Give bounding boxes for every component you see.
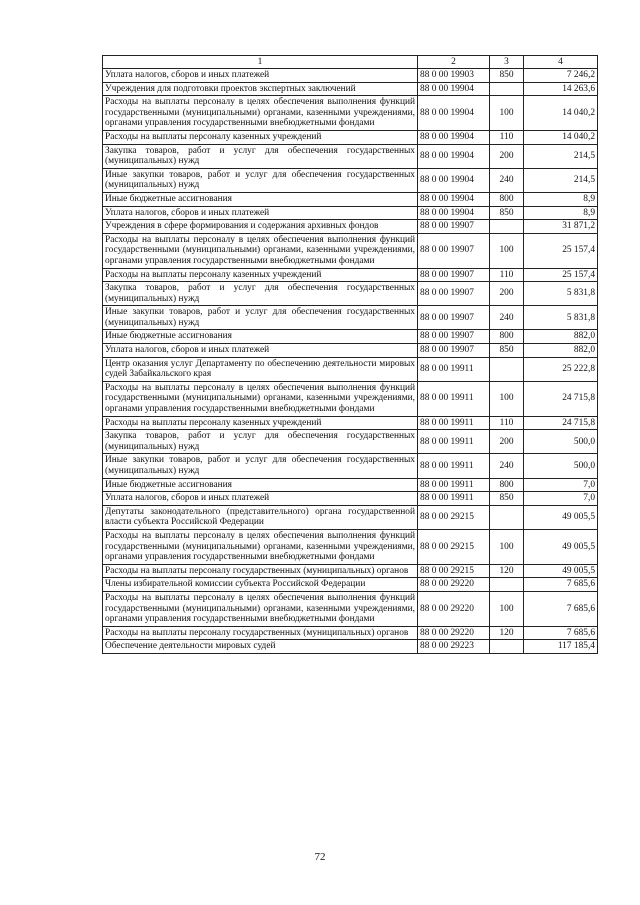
row-sum-cell: 14 040,2: [524, 130, 598, 144]
row-sum-cell: 8,9: [524, 192, 598, 206]
table-row: [103, 82, 598, 96]
row-code-cell: 88 0 00 19911: [418, 416, 490, 430]
row-name-cell: Уплата налогов, сборов и иных платежей: [103, 344, 418, 358]
row-expense-type-cell: 110: [490, 416, 524, 430]
row-expense-type-cell: 100: [490, 529, 524, 564]
row-name-cell: Центр оказания услуг Департаменту по обеспечению деятельности мировых судей Забайкальского края: [103, 357, 418, 381]
row-name-cell: Закупка товаров, работ и услуг для обеспечения государственных (муниципальных) нужд: [103, 282, 418, 306]
table-row: [103, 430, 598, 454]
row-code-cell: 88 0 00 29220: [418, 626, 490, 640]
row-sum-cell: 7 246,2: [524, 69, 598, 83]
table-header: [103, 56, 598, 69]
row-name-cell: Расходы на выплаты персоналу казенных учреждений: [103, 268, 418, 282]
row-expense-type-cell: 110: [490, 130, 524, 144]
row-code-cell: 88 0 00 19904: [418, 144, 490, 168]
row-sum-cell: 8,9: [524, 206, 598, 220]
row-name-cell: Учреждения в сфере формирования и содержания архивных фондов: [103, 220, 418, 234]
table-row: [103, 492, 598, 506]
row-name-cell: Иные закупки товаров, работ и услуг для обеспечения государственных (муниципальных) нужд: [103, 454, 418, 478]
row-expense-type-cell: 100: [490, 233, 524, 268]
table-row: [103, 626, 598, 640]
page-number: 72: [314, 851, 326, 863]
table-row: [103, 357, 598, 381]
row-expense-type-cell: 200: [490, 144, 524, 168]
row-sum-cell: 14 040,2: [524, 96, 598, 131]
row-code-cell: 88 0 00 19904: [418, 82, 490, 96]
row-expense-type-cell: [490, 505, 524, 529]
row-sum-cell: 500,0: [524, 430, 598, 454]
row-name-cell: Учреждения для подготовки проектов экспертных заключений: [103, 82, 418, 96]
row-sum-cell: 49 005,5: [524, 505, 598, 529]
row-code-cell: 88 0 00 19911: [418, 357, 490, 381]
table-row: [103, 478, 598, 492]
table-row: [103, 192, 598, 206]
row-code-cell: 88 0 00 29215: [418, 564, 490, 578]
row-sum-cell: 214,5: [524, 168, 598, 192]
table-row: [103, 416, 598, 430]
row-code-cell: 88 0 00 19911: [418, 454, 490, 478]
row-expense-type-cell: 200: [490, 430, 524, 454]
table-row: [103, 640, 598, 654]
row-sum-cell: 117 185,4: [524, 640, 598, 654]
table-row: [103, 564, 598, 578]
row-code-cell: 88 0 00 19904: [418, 168, 490, 192]
row-sum-cell: 24 715,8: [524, 381, 598, 416]
row-code-cell: 88 0 00 19907: [418, 268, 490, 282]
row-code-cell: 88 0 00 29215: [418, 505, 490, 529]
row-sum-cell: 214,5: [524, 144, 598, 168]
header-col-4: 4: [524, 56, 598, 69]
row-name-cell: Расходы на выплаты персоналу в целях обеспечения выполнения функций государственными (муниципальными) органами, казенными учреждениями, органами управления государственными внебюджетными фондами: [103, 96, 418, 131]
row-code-cell: 88 0 00 19911: [418, 478, 490, 492]
budget-table: [102, 55, 598, 654]
header-col-1: 1: [103, 56, 418, 69]
row-code-cell: 88 0 00 19911: [418, 492, 490, 506]
row-name-cell: Иные бюджетные ассигнования: [103, 330, 418, 344]
row-expense-type-cell: 850: [490, 206, 524, 220]
row-sum-cell: 7 685,6: [524, 626, 598, 640]
row-expense-type-cell: 800: [490, 478, 524, 492]
row-expense-type-cell: 240: [490, 168, 524, 192]
table-row: [103, 578, 598, 592]
row-name-cell: Закупка товаров, работ и услуг для обеспечения государственных (муниципальных) нужд: [103, 430, 418, 454]
table-row: [103, 381, 598, 416]
row-code-cell: 88 0 00 19903: [418, 69, 490, 83]
row-code-cell: 88 0 00 19904: [418, 206, 490, 220]
row-code-cell: 88 0 00 19907: [418, 233, 490, 268]
row-name-cell: Уплата налогов, сборов и иных платежей: [103, 206, 418, 220]
row-name-cell: Обеспечение деятельности мировых судей: [103, 640, 418, 654]
table-row: [103, 168, 598, 192]
row-name-cell: Иные бюджетные ассигнования: [103, 192, 418, 206]
row-code-cell: 88 0 00 19907: [418, 306, 490, 330]
table-row: [103, 96, 598, 131]
table-row: [103, 529, 598, 564]
table-row: [103, 591, 598, 626]
row-code-cell: 88 0 00 19907: [418, 344, 490, 358]
row-expense-type-cell: 100: [490, 96, 524, 131]
row-expense-type-cell: 100: [490, 381, 524, 416]
table-row: [103, 144, 598, 168]
row-name-cell: Расходы на выплаты персоналу казенных учреждений: [103, 416, 418, 430]
table-row: [103, 220, 598, 234]
row-code-cell: 88 0 00 19907: [418, 282, 490, 306]
row-name-cell: Уплата налогов, сборов и иных платежей: [103, 492, 418, 506]
row-sum-cell: 25 157,4: [524, 268, 598, 282]
row-name-cell: Расходы на выплаты персоналу в целях обеспечения выполнения функций государственными (муниципальными) органами, казенными учреждениями, органами управления государственными внебюджетными фондами: [103, 233, 418, 268]
row-expense-type-cell: 120: [490, 564, 524, 578]
row-sum-cell: 882,0: [524, 344, 598, 358]
row-code-cell: 88 0 00 19907: [418, 330, 490, 344]
row-name-cell: Расходы на выплаты персоналу государственных (муниципальных) органов: [103, 626, 418, 640]
row-sum-cell: 5 831,8: [524, 306, 598, 330]
row-expense-type-cell: 850: [490, 344, 524, 358]
row-name-cell: Расходы на выплаты персоналу казенных учреждений: [103, 130, 418, 144]
row-sum-cell: 7,0: [524, 478, 598, 492]
table-row: [103, 330, 598, 344]
row-sum-cell: 882,0: [524, 330, 598, 344]
row-sum-cell: 7 685,6: [524, 591, 598, 626]
row-code-cell: 88 0 00 29220: [418, 591, 490, 626]
table-row: [103, 206, 598, 220]
header-col-2: 2: [418, 56, 490, 69]
row-name-cell: Расходы на выплаты персоналу в целях обеспечения выполнения функций государственными (муниципальными) органами, казенными учреждениями, органами управления государственными внебюджетными фондами: [103, 381, 418, 416]
table-body: [103, 69, 598, 654]
row-name-cell: Закупка товаров, работ и услуг для обеспечения государственных (муниципальных) нужд: [103, 144, 418, 168]
row-sum-cell: 24 715,8: [524, 416, 598, 430]
row-expense-type-cell: 240: [490, 454, 524, 478]
row-code-cell: 88 0 00 19907: [418, 220, 490, 234]
table-row: [103, 306, 598, 330]
row-expense-type-cell: 100: [490, 591, 524, 626]
row-name-cell: Члены избирательной комиссии субъекта Российской Федерации: [103, 578, 418, 592]
row-sum-cell: 5 831,8: [524, 282, 598, 306]
row-sum-cell: 31 871,2: [524, 220, 598, 234]
row-name-cell: Расходы на выплаты персоналу государственных (муниципальных) органов: [103, 564, 418, 578]
row-sum-cell: 25 157,4: [524, 233, 598, 268]
header-col-3: 3: [490, 56, 524, 69]
row-expense-type-cell: 850: [490, 69, 524, 83]
row-code-cell: 88 0 00 19911: [418, 430, 490, 454]
table-row: [103, 268, 598, 282]
row-code-cell: 88 0 00 29220: [418, 578, 490, 592]
row-code-cell: 88 0 00 19904: [418, 96, 490, 131]
row-expense-type-cell: [490, 220, 524, 234]
row-expense-type-cell: [490, 82, 524, 96]
table-row: [103, 69, 598, 83]
row-code-cell: 88 0 00 19904: [418, 130, 490, 144]
row-sum-cell: 7,0: [524, 492, 598, 506]
table-row: [103, 505, 598, 529]
row-expense-type-cell: 110: [490, 268, 524, 282]
row-name-cell: Иные бюджетные ассигнования: [103, 478, 418, 492]
row-sum-cell: 49 005,5: [524, 529, 598, 564]
row-code-cell: 88 0 00 19904: [418, 192, 490, 206]
row-name-cell: Расходы на выплаты персоналу в целях обеспечения выполнения функций государственными (муниципальными) органами, казенными учреждениями, органами управления государственными внебюджетными фондами: [103, 529, 418, 564]
row-expense-type-cell: 240: [490, 306, 524, 330]
row-expense-type-cell: [490, 640, 524, 654]
table-row: [103, 454, 598, 478]
row-sum-cell: 49 005,5: [524, 564, 598, 578]
table-row: [103, 344, 598, 358]
row-sum-cell: 7 685,6: [524, 578, 598, 592]
row-name-cell: Депутаты законодательного (представительного) органа государственной власти субъекта Российской Федерации: [103, 505, 418, 529]
row-expense-type-cell: 800: [490, 192, 524, 206]
row-expense-type-cell: 200: [490, 282, 524, 306]
row-expense-type-cell: [490, 357, 524, 381]
header-row: [103, 56, 598, 69]
table-row: [103, 233, 598, 268]
row-sum-cell: 14 263,6: [524, 82, 598, 96]
table-row: [103, 130, 598, 144]
row-code-cell: 88 0 00 19911: [418, 381, 490, 416]
row-sum-cell: 500,0: [524, 454, 598, 478]
row-code-cell: 88 0 00 29223: [418, 640, 490, 654]
row-expense-type-cell: 800: [490, 330, 524, 344]
table-row: [103, 282, 598, 306]
row-code-cell: 88 0 00 29215: [418, 529, 490, 564]
row-expense-type-cell: 850: [490, 492, 524, 506]
row-name-cell: Иные закупки товаров, работ и услуг для обеспечения государственных (муниципальных) нужд: [103, 168, 418, 192]
row-name-cell: Расходы на выплаты персоналу в целях обеспечения выполнения функций государственными (муниципальными) органами, казенными учреждениями, органами управления государственными внебюджетными фондами: [103, 591, 418, 626]
row-name-cell: Иные закупки товаров, работ и услуг для обеспечения государственных (муниципальных) нужд: [103, 306, 418, 330]
row-expense-type-cell: 120: [490, 626, 524, 640]
row-sum-cell: 25 222,8: [524, 357, 598, 381]
row-name-cell: Уплата налогов, сборов и иных платежей: [103, 69, 418, 83]
row-expense-type-cell: [490, 578, 524, 592]
